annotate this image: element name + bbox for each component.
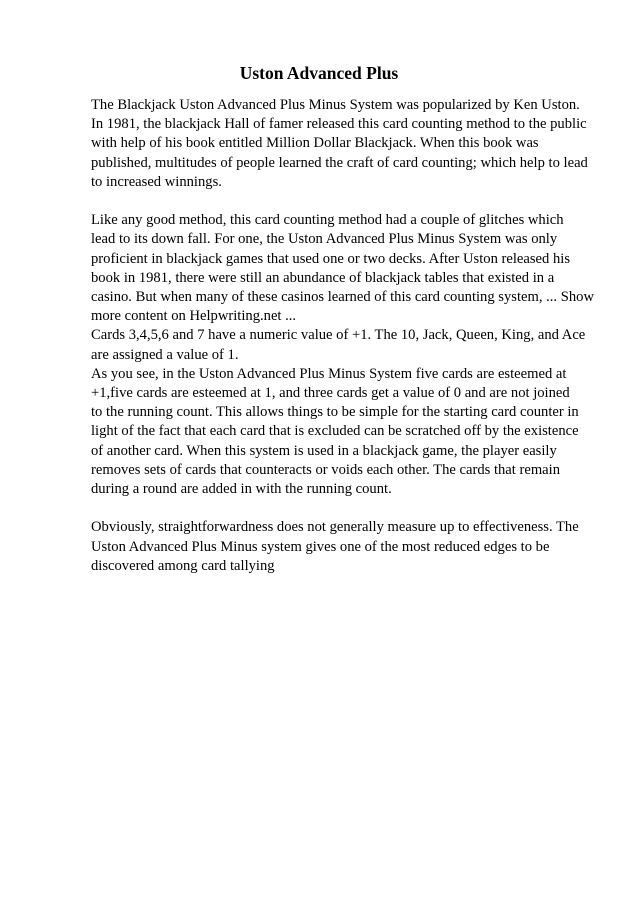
- text-line: published, multitudes of people learned the craft of card counting; which help to lead: [91, 154, 588, 171]
- text-line: book in 1981, there were still an abundance of blackjack tables that existed in a: [91, 269, 555, 286]
- paragraph-2: [91, 211, 611, 499]
- text-line: removes sets of cards that counteracts or voids each other. The cards that remain: [91, 461, 560, 478]
- document-body: [91, 96, 611, 576]
- text-line: to increased winnings.: [91, 173, 222, 190]
- page-title: Uston Advanced Plus: [239, 63, 399, 83]
- text-line: Cards 3,4,5,6 and 7 have a numeric value of +1. The 10, Jack, Queen, King, and Ace: [91, 327, 586, 344]
- text-line: Uston Advanced Plus Minus system gives one of the most reduced edges to be: [91, 538, 550, 555]
- text-line: As you see, in the Uston Advanced Plus Minus System five cards are esteemed at: [91, 365, 567, 382]
- paragraph-3: [91, 518, 611, 576]
- text-line: of another card. When this system is used in a blackjack game, the player easily: [91, 442, 557, 459]
- text-line: lead to its down fall. For one, the Uston Advanced Plus Minus System was only: [91, 231, 558, 248]
- text-line: to the running count. This allows things to be simple for the starting card counter in: [91, 404, 579, 421]
- text-line: discovered among card tallying: [91, 557, 275, 574]
- text-line: Obviously, straightforwardness does not generally measure up to effectiveness. The: [91, 519, 579, 536]
- text-line: light of the fact that each card that is excluded can be scratched off by the existence: [91, 423, 579, 440]
- paragraph-gap: [91, 499, 611, 518]
- text-line: more content on Helpwriting.net ...: [91, 308, 297, 325]
- text-line: casino. But when many of these casinos learned of this card counting system, ... Show: [91, 289, 594, 306]
- text-line: +1,five cards are esteemed at 1, and three cards get a value of 0 and are not joined: [91, 385, 570, 402]
- text-line: are assigned a value of 1.: [91, 346, 239, 363]
- paragraph-gap: [91, 192, 611, 211]
- text-line: proficient in blackjack games that used one or two decks. After Uston released his: [91, 250, 571, 267]
- text-line: during a round are added in with the running count.: [91, 481, 392, 498]
- paragraph-1: [91, 96, 611, 192]
- text-line: with help of his book entitled Million Dollar Blackjack. When this book was: [91, 135, 539, 152]
- text-line: Like any good method, this card counting method had a couple of glitches which: [91, 212, 564, 229]
- text-line: In 1981, the blackjack Hall of famer released this card counting method to the public: [91, 116, 587, 133]
- text-line: The Blackjack Uston Advanced Plus Minus System was popularized by Ken Uston.: [91, 97, 580, 113]
